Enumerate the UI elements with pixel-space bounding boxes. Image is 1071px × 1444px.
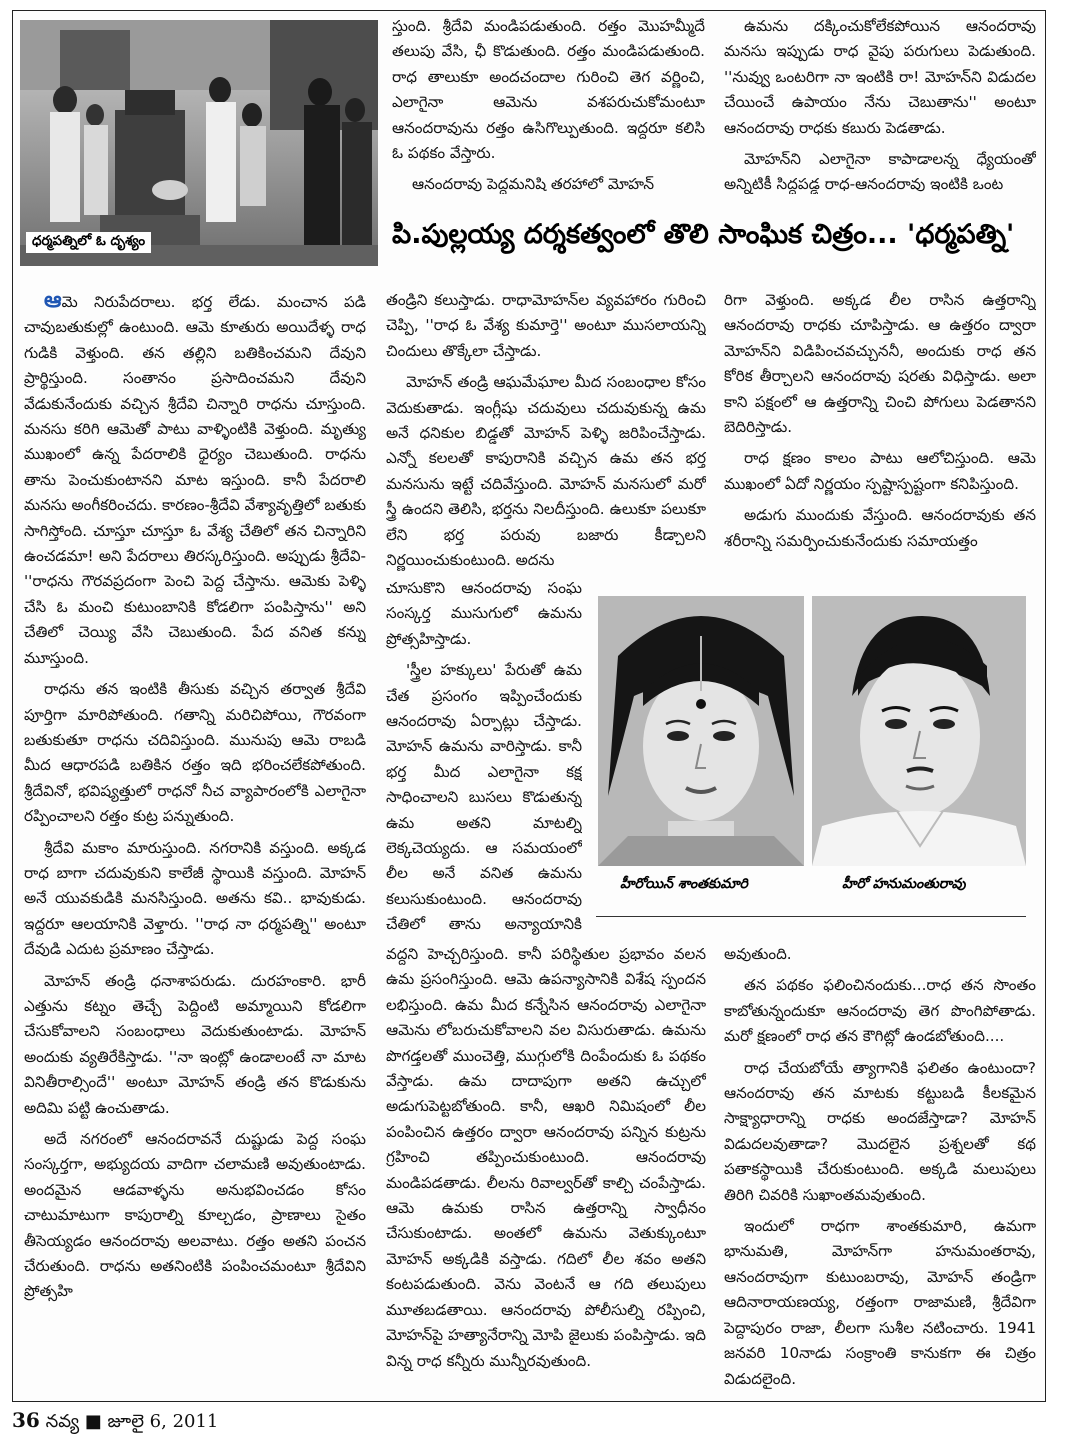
photo-divider-line [596,916,1026,917]
article-headline: పి.పుల్లయ్య దర్శకత్వంలో తొలి సాంఘిక చిత్రం... 'ధర్మపత్ని' [392,219,1015,250]
col2-para-1: తండ్రిని కలుస్తాడు. రాధామోహన్‌ల వ్యవహారం గురించి చెప్పి, ''రాధ ఓ వేశ్య కుమార్తె'' అంటూ ముసలాయన్ని చిందులు తొక్కేలా చేస్తాడు. [386,291,706,360]
heroine-photo-image [598,596,804,866]
footer-separator-icon: ■ [84,1411,102,1432]
page-number: 36 [12,1408,40,1432]
drop-cap: ఆ [44,288,62,313]
col1-para-1: ఆమె నిరుపేదరాలు. భర్త లేడు. మంచాన పడి చావుబతుకుల్లో ఉంటుంది. ఆమె కూతురు అయిదేళ్ళ రాధ గుడికి వెళ్తుంది. తన తల్లిని బతికించమని దేవుని ప్రార్థిస్తుంది. సంతానం ప్రసాదించమని దేవుని వేడుకునేందుకు వచ్చిన శ్రీదేవి చిన్నారి రాధను చూస్తుంది. మనసు కరిగి ఆమెతో పాటు వాళ్ళింటికి వెళ్తుంది. మృత్యు ముఖంలో ఉన్న పేదరాలికి ధైర్యం చెబుతుంది. రాధను తాను పెంచుకుంటానని మాట ఇస్తుంది. కానీ పేదరాలి మనసు అంగీకరించదు. కారణం-శ్రీదేవి వేశ్యావృత్తిలో బతుకు సాగిస్తోంది. చూస్తూ చూస్తూ ఓ వేశ్య చేతిలో తన చిన్నారిని ఉంచడమా! అని పేదరాలు తిరస్కరిస్తుంది. అప్పుడు శ్రీదేవి-''రాధను గౌరవప్రదంగా పెంచి పెద్ద చేస్తాను. ఆమెకు పెళ్ళి చేసి ఓ మంచి కుటుంబానికి కోడలిగా పంపిస్తాను'' అని చేతిలో చెయ్యి వేసి చెబుతుంది. పేద వనిత కన్ను మూస్తుంది. [24,288,366,667]
page-footer [12,1408,218,1436]
scene-photo-caption: ధర్మపత్నిలో ఓ దృశ్యం [26,232,151,253]
top-column-middle [392,14,705,194]
col3-lower-para-1: అవుతుంది. [724,945,792,963]
col3-lower-para-2: తన పథకం ఫలించినందుకు...రాధ తన సొంతం కాబోతున్నందుకూ ఆనందరావు తెగ పొంగిపోతాడు. మరో క్షణంలో రాధ తన కౌగిట్లో ఉండబోతుంది.... [724,976,1036,1046]
column-left [24,288,366,1396]
col1-para-5: అదే నగరంలో ఆనందరావనే దుష్టుడు పెద్ద సంఘ సంస్కర్తగా, అభ్యుదయ వాదిగా చలామణి అవుతుంటాడు. అందమైన ఆడవాళ్ళను అనుభవించడం కోసం చాటుమాటుగా కాపురాల్ని కూల్చడం, ప్రాణాలు సైతం తీసెయ్యడం ఆనందరావు అలవాటు. రత్తం అతని పంచన చేరుతుంది. రాధను అతనింటికి పంపించమంటూ శ్రీదేవిని ప్రోత్సహి [24,1130,366,1301]
column-right-lower [724,942,1036,1396]
top-middle-para-1: స్తుంది. శ్రీదేవి మండిపడుతుంది. రత్తం మొహమ్మీదే తలుపు వేసి, ఛీ కొడుతుంది. రత్తం మండిపడుతుంది. రాధ తాలుకూ అందచందాల గురించి తెగ వర్ణించి, ఎలాగైనా ఆమెను వశపరుచుకోమంటూ ఆనందరావును రత్తం ఉసిగొల్పుతుంది. ఇద్దరూ కలిసి ఓ పథకం వేస్తారు. [392,17,705,163]
column-middle-upper [386,288,706,580]
col2-lower-para-1: వద్దని హెచ్చరిస్తుంది. కానీ పరిస్థితుల ప్రభావం వలన ఉమ ప్రసంగిస్తుంది. ఆమె ఉపన్యాసానికి విశేష స్పందన లభిస్తుంది. ఉమ మీద కన్నేసిన ఆనందరావు ఎలాగైనా ఆమెను లోబరుచుకోవాలని వల విసురుతాడు. ఉమను పొగడ్తలతో ముంచెత్తి, ముగ్గులోకి దింపేందుకు ఓ పథకం వేస్తాడు. ఉమ దాదాపుగా అతని ఉచ్చులో అడుగుపెట్టబోతుంది. కానీ, ఆఖరి నిమిషంలో లీల పంపించిన ఉత్తరం ద్వారా ఆనందరావు పన్నిన కుట్రను గ్రహించి తప్పించుకుంటుంది. ఆనందరావు మండిపడతాడు. లీలను రివాల్వర్‌తో కాల్చి చంపేస్తాడు. ఆమె ఉమకు రాసిన ఉత్తరాన్ని స్వాధీనం చేసుకుంటాడు. అంతలో ఉమను వెతుక్కుంటూ మోహన్ అక్కడికి వస్తాడు. గదిలో లీల శవం అతని కంటపడుతుంది. వెను వెంటనే ఆ గది తలుపులు మూతబడతాయి. ఆనందరావు పోలీసుల్ని రప్పించి, మోహన్‌పై హత్యానేరాన్ని మోపి జైలుకు పంపిస్తాడు. ఇది విన్న రాధ కన్నీరు మున్నీరవుతుంది. [386,945,706,1370]
top-middle-para-2: ఆనందరావు పెద్దమనిషి తరహాలో మోహన్ [412,175,655,194]
hero-photo-image [812,596,1026,866]
col3-lower-para-3: రాధ చేయబోయే త్యాగానికి ఫలితం ఉంటుందా? ఆనందరావు తన మాటకు కట్టుబడి కీలకమైన సాక్ష్యాధారాన్ని రాధకు అందజేస్తాడా? మోహన్ విడుదలవుతాడా? మొదలైన ప్రశ్నలతో కథ పతాకస్థాయికి చేరుకుంటుంది. అక్కడి మలుపులు తిరిగి చివరికి సుఖాంతమవుతుంది. [724,1058,1036,1204]
hero-photo [812,596,1026,866]
scene-photo-image [20,20,378,266]
col3-para-1: రిగా వెళ్తుంది. అక్కడ లీల రాసిన ఉత్తరాన్ని ఆనందరావు రాధకు చూపిస్తాడు. ఆ ఉత్తరం ద్వారా మోహన్‌ని విడిపించవచ్చుననీ, అందుకు రాధ తన కోరిక తీర్చాలని ఆనందరావు షరతు విధిస్తాడు. అలా కాని పక్షంలో ఆ ఉత్తరాన్ని చించి పోగులు పెడతానని బెదిరిస్తాడు. [724,291,1036,437]
magazine-name: నవ్య [45,1411,80,1432]
heroine-caption: హీరోయిన్ శాంతకుమారి [620,876,748,892]
heroine-photo [598,596,804,866]
col3-para-3: అడుగు ముందుకు వేస్తుంది. ఆనందరావుకు తన శరీరాన్ని సమర్పించుకునేందుకు సమాయత్తం [724,506,1036,550]
top-right-para-2: మోహన్‌ని ఎలాగైనా కాపాడాలన్న ధ్యేయంతో అన్నిటికీ సిద్ధపడ్డ రాధ-ఆనందరావు ఇంటికి ఒంట [724,150,1036,194]
col1-para-4: మోహన్ తండ్రి ధనాశాపరుడు. దురహంకారి. భారీ ఎత్తును కట్నం తెచ్చే పెద్దింటి అమ్మాయిని కోడలిగా చేసుకోవాలని సంబంధాలు వెదుకుతుంటాడు. మోహన్ అందుకు వ్యతిరేకిస్తాడు. ''నా ఇంట్లో ఉండాలంటే నా మాట వినితీరాల్సిందే'' అంటూ మోహన్ తండ్రి తన కొడుకును అదిమి పట్టి ఉంచుతాడు. [24,971,366,1117]
column-middle-narrow [386,576,582,936]
col2-narrow-para-2: 'స్త్రీల హక్కులు' పేరుతో ఉమ చేత ప్రసంగం ఇప్పించేందుకు ఆనందరావు ఏర్పాట్లు చేస్తాడు. మోహన్ ఉమను వారిస్తాడు. కానీ భర్త మీద ఎలాగైనా కక్ష సాధించాలని బుసలు కొడుతున్న ఉమ అతని మాటల్ని లెక్కచెయ్యదు. ఆ సమయంలో లీల అనే వనిత ఉమను కలుసుకుంటుంది. ఆనందరావు చేతిలో తాను అన్యాయానికి [386,661,582,934]
top-right-para-1: ఉమను దక్కించుకోలేకపోయిన ఆనందరావు మనసు ఇప్పుడు రాధ వైపు పరుగులు పెడుతుంది. ''నువ్వు ఒంటరిగా నా ఇంటికి రా! మోహన్‌ని విడుదల చేయించే ఉపాయం నేను చెబుతాను'' అంటూ ఆనందరావు రాధకు కబురు పెడతాడు. [724,17,1036,137]
col1-para-3: శ్రీదేవి మకాం మారుస్తుంది. నగరానికి వస్తుంది. అక్కడ రాధ బాగా చదువుకుని కాలేజీ స్థాయికి వస్తుంది. మోహన్ అనే యువకుడికి మనసిస్తుంది. అతను కవి.. భావుకుడు. ఇద్దరూ ఆలయానికి వెళ్తారు. ''రాధ నా ధర్మపత్ని'' అంటూ దేవుడి ఎదుట ప్రమాణం చేస్తాడు. [24,838,366,959]
col2-para-2: మోహన్ తండ్రి ఆఘమేఘాల మీద సంబంధాల కోసం వెదుకుతాడు. ఇంగ్లీషు చదువులు చదువుకున్న ఉమ అనే ధనికుల బిడ్డతో మోహన్ పెళ్ళి జరిపించేస్తాడు. ఎన్నో కలలతో కాపురానికి వచ్చిన ఉమ తన భర్త మనసును ఇట్టే చదివేస్తుంది. మోహన్ మనసులో మరో స్త్రీ ఉందని తెలిసి, భర్తను నిలదీస్తుంది. ఉలుకూ పలుకూ లేని భర్త పరువు బజారు కీడ్చాలని నిర్ణయించుకుంటుంది. అదను [386,373,706,570]
col1-para-2: రాధను తన ఇంటికి తీసుకు వచ్చిన తర్వాత శ్రీదేవి పూర్తిగా మారిపోతుంది. గతాన్ని మరిచిపోయి, గౌరవంగా బతుకుతూ రాధను చదివిస్తుంది. మునుపు ఆమె రాబడి మీద ఆధారపడి బతికిన రత్తం ఇది భరించలేకపోతుంది. శ్రీదేవినో, భవిష్యత్తులో రాధనో నీచ వ్యాపారంలోకి ఎలాగైనా రప్పించాలని రత్తం కుట్ర పన్నుతుంది. [24,680,366,826]
issue-date: జూలై 6, 2011 [107,1411,219,1432]
column-middle-lower [386,942,706,1396]
scene-photo [20,20,378,266]
col3-para-2: రాధ క్షణం కాలం పాటు ఆలోచిస్తుంది. ఆమె ముఖంలో ఏదో నిర్ణయం స్పష్టాస్పష్టంగా కనిపిస్తుంది. [724,449,1036,493]
hero-caption: హీరో హనుమంతురావు [842,876,966,892]
column-right-upper [724,288,1036,578]
col3-lower-para-4: ఇందులో రాధగా శాంతకుమారి, ఉమగా భానుమతి, మోహన్‌గా హనుమంతరావు, ఆనందరావుగా కుటుంబరావు, మోహన్ తండ్రిగా ఆదినారాయణయ్య, రత్తంగా రాజామణి, శ్రీదేవిగా పెద్దాపురం రాజా, లీలగా సుశీల నటించారు. 1941 జనవరి 10నాడు సంక్రాంతి కానుకగా ఈ చిత్రం విడుదలైంది. [724,1217,1036,1388]
col2-narrow-para-1: చూసుకొని ఆనందరావు సంఘ సంస్కర్త ముసుగులో ఉమను ప్రోత్సహిస్తాడు. [386,579,582,648]
top-column-right [724,14,1036,194]
